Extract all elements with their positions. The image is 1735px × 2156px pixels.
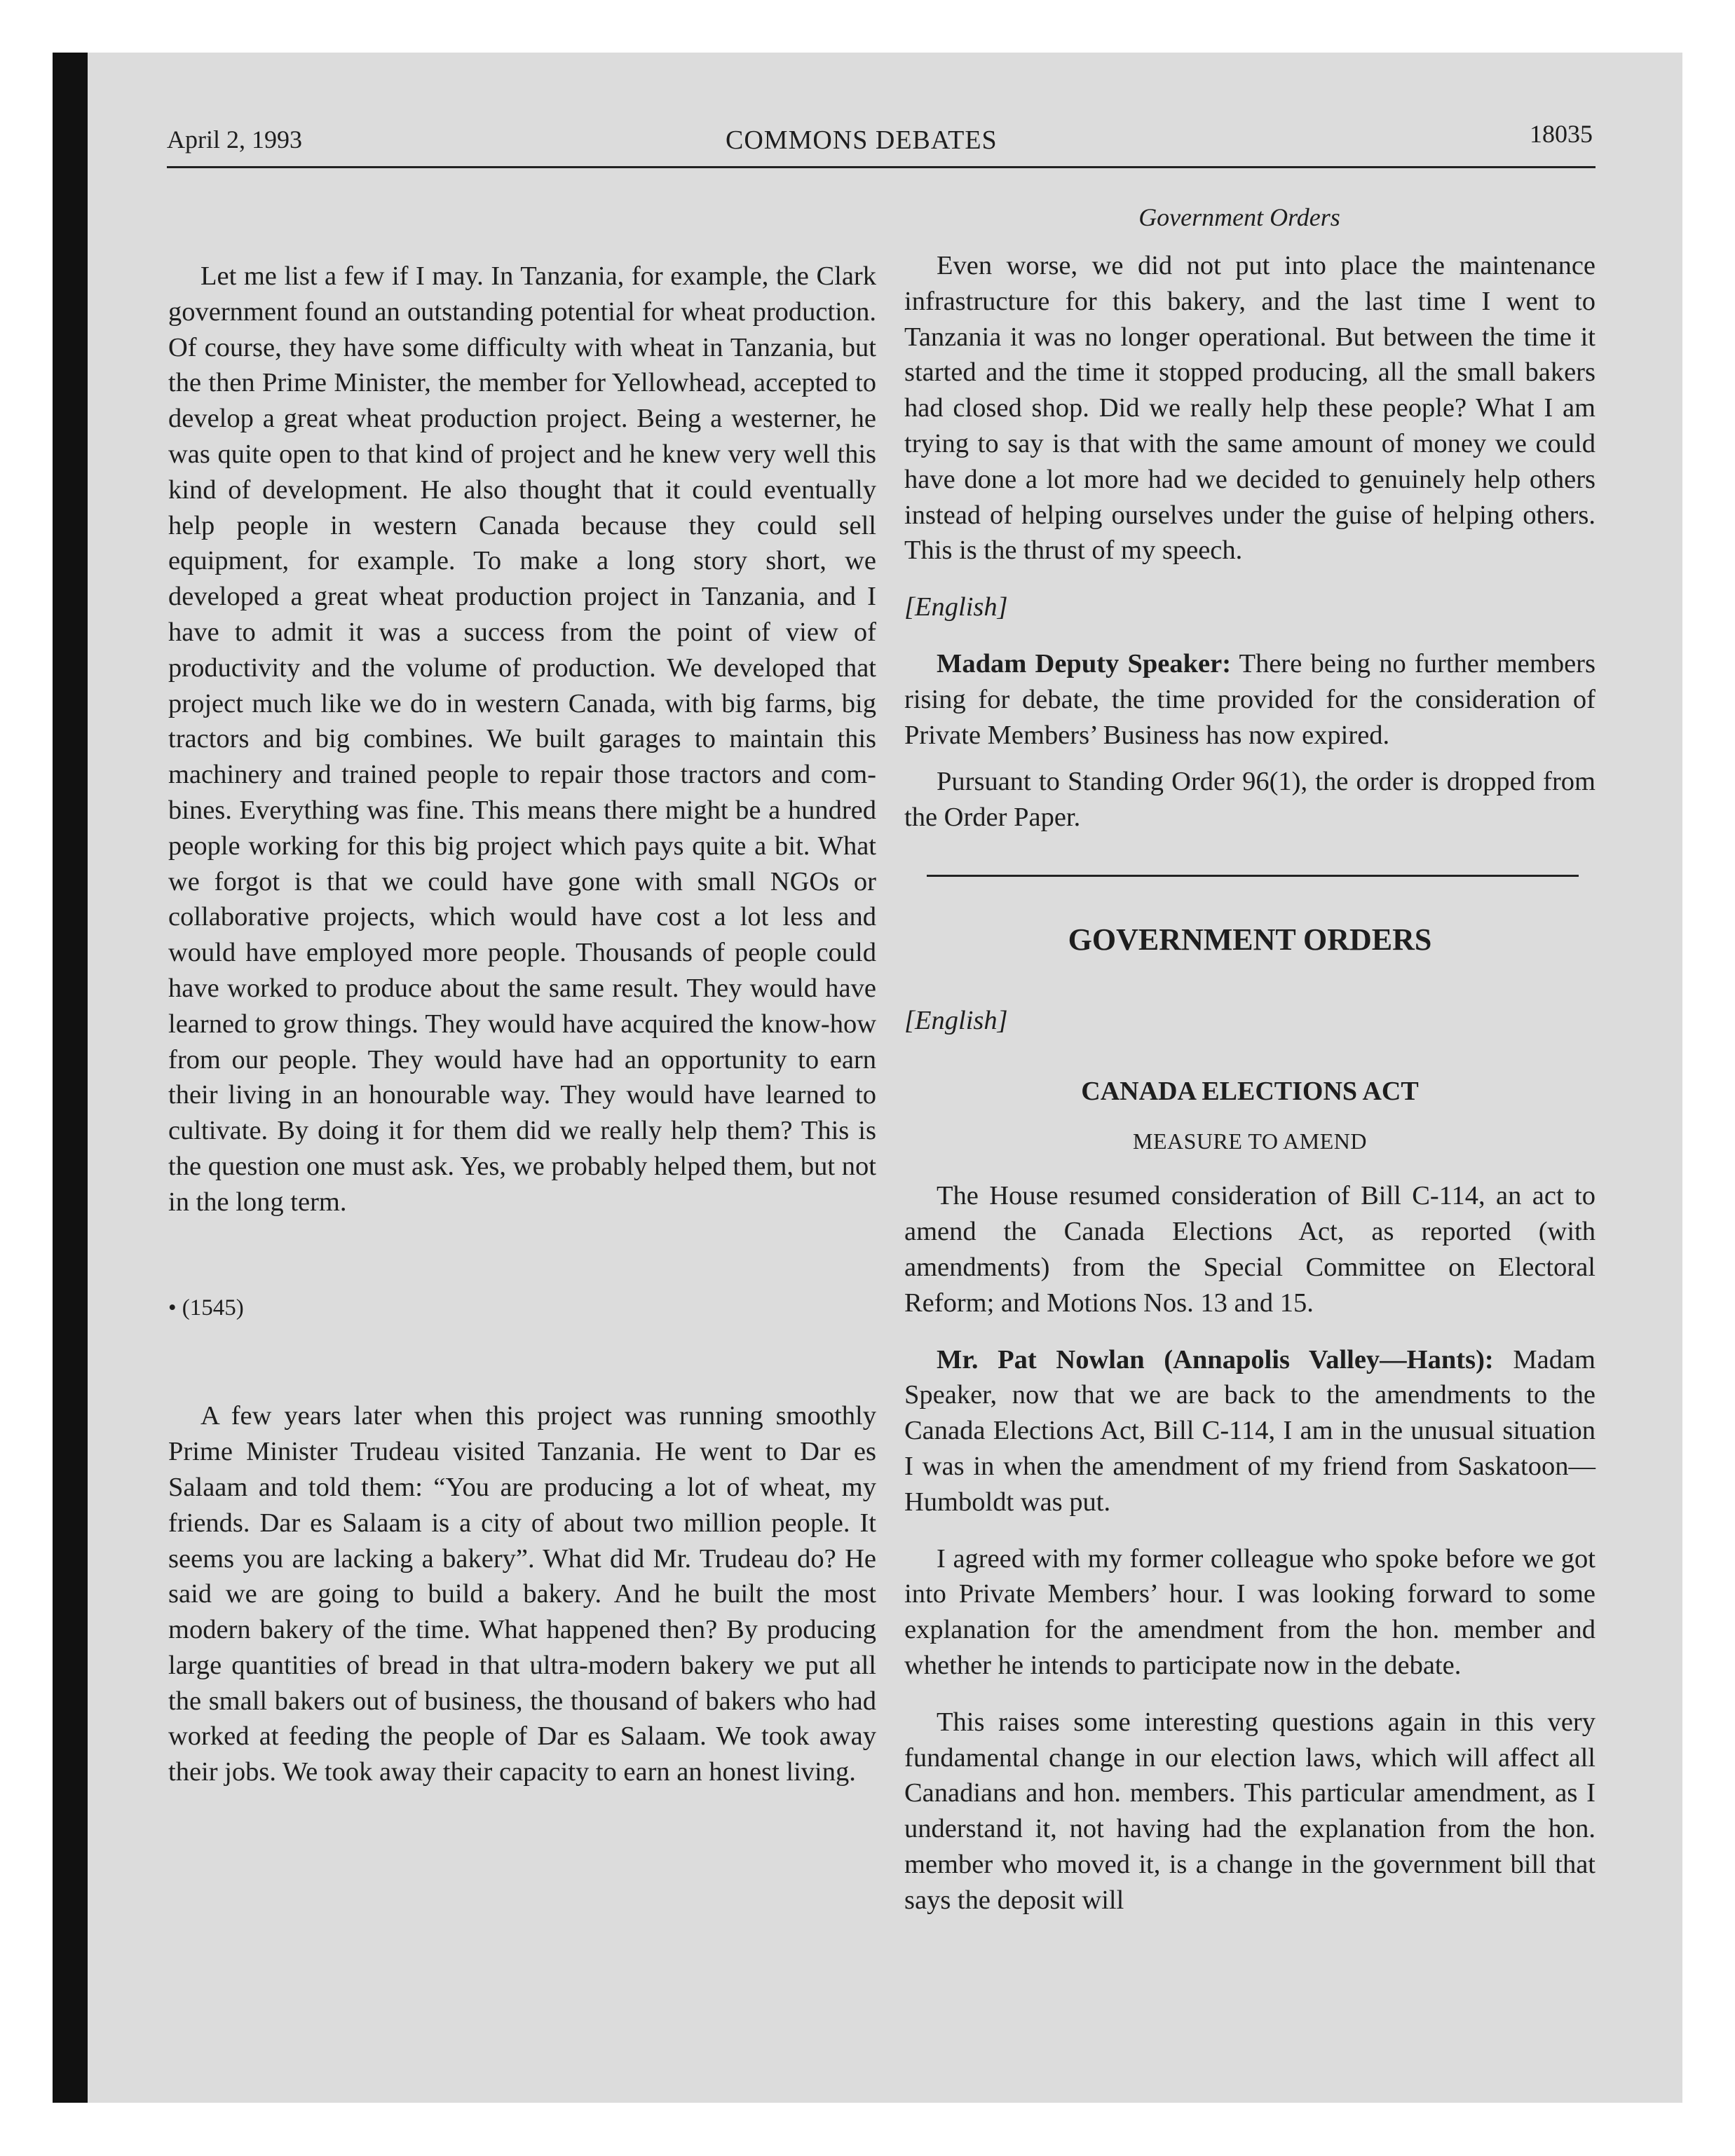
right-column <box>904 248 1595 1918</box>
paragraph: A few years later when this project was running smoothly Prime Minister Trudeau visited Tanzania. He went to Dar es Salaam and told them: “You are producing a lot of wheat, my friends. Dar es Salaam is a city of about two million people. It seems you are lacking a bakery”. What did Mr. Trudeau do? He said we are going to build a bakery. And he built the most modern bakery of the time. What happened then? By producing large quantities of bread in that ultra-modern bakery we put all the small bakers out of business, the thousand of bakers who had worked at feeding the people of Dar es Salaam. We took away their jobs. We took away their capacity to earn an honest living. <box>168 1401 876 1787</box>
header-date: April 2, 1993 <box>167 125 302 153</box>
speech-paragraph <box>904 646 1595 753</box>
paragraph: Let me list a few if I may. In Tanzania, for example, the Clark government found an outstanding potential for wheat production. Of course, they have some difficulty with wheat in Tanzania, but the then Prime Minister, the member for Yellowhead, accepted to develop a great wheat production project. Being a westerner, he was quite open to that kind of project and he knew very well this kind of development. He also thought that it could eventually help people in western Canada because they could sell equipment, for example. To make a long story short, we developed a great wheat production project in Tanzania, and I have to admit it was a success from the point of view of productivity and the volume of production. We developed that project much like we do in western Canada, with big farms, big tractors and big combines. We built garages to maintain this machinery and trained people to repair those tractors and combines. Everything was fine. This means there might be a hundred people working for this big project which pays quite a bit. What we forgot is that we could have gone with small NGOs or collaborative projects, which would have cost a lot less and would have employed more people. Thousands of people could have worked to produce about the same result. They would have learned to grow things. They would have acquired the know-how from our people. They would have had an opportunity to earn their living in an honourable way. They would have learned to cultivate. By doing it for them did we really help them? This is the question one must ask. Yes, we probably helped them, but not in the long term. <box>168 261 876 1217</box>
act-title: CANADA ELECTIONS ACT <box>1081 1076 1419 1106</box>
speech-text: There being no further members rising for debate, the time provided for the consideration of Private Members’ Business has now expired. <box>904 648 1595 750</box>
page-number: 18035 <box>1530 120 1593 148</box>
speaker-name: Mr. Pat Nowlan (Annapolis Valley—Hants): <box>937 1344 1494 1374</box>
section-divider <box>927 875 1579 877</box>
speaker-name: Madam Deputy Speaker: <box>937 648 1232 678</box>
act-subtitle: MEASURE TO AMEND <box>1133 1128 1367 1154</box>
running-head: Government Orders <box>1138 203 1340 231</box>
section-title: GOVERNMENT ORDERS <box>1068 922 1432 957</box>
language-marker: [English] <box>904 1005 1008 1035</box>
header-rule <box>167 166 1595 168</box>
paragraph: Pursuant to Standing Order 96(1), the order is dropped from the Order Paper. <box>904 767 1595 833</box>
header-title: COMMONS DEBATES <box>726 125 998 155</box>
speech-text: Madam Speaker, now that we are back to the amendments to the Canada Elections Act, Bill C-114, I am in the unusual situation I was in when the amendment of my friend from Saskatoon—Humboldt was put. <box>904 1344 1595 1517</box>
language-marker: [English] <box>904 592 1008 622</box>
paragraph: This raises some interesting questions again in this very fundamental change in our election laws, which will affect all Canadians and hon. members. This particular amendment, as I understand it, not having had the explanation from the hon. member who moved it, is a change in the government bill that says the deposit will <box>904 1707 1595 1915</box>
left-column <box>168 259 876 1790</box>
paragraph: Even worse, we did not put into place the maintenance infrastructure for this bakery, and the last time I went to Tanzania it was no longer operational. But between the time it started and the time it stopped producing, all the small bakers had closed shop. Did we really help these people? What I am trying to say is that with the same amount of money we could have done a lot more had we decided to genuinely help others instead of helping ourselves under the guise of helping others. This is the thrust of my speech. <box>904 251 1595 566</box>
speech-paragraph <box>904 1342 1595 1520</box>
paragraph: I agreed with my former colleague who spoke before we got into Private Members’ hour. I was looking forward to some explanation for the amendment from the hon. member and whether he intends to participate now in the debate. <box>904 1543 1595 1680</box>
paragraph: The House resumed consideration of Bill C-114, an act to amend the Canada Elections Act, as reported (with amendments) from the Special Committee on Electoral Reform; and Motions Nos. 13 and 15. <box>904 1181 1595 1318</box>
timestamp: • (1545) <box>168 1295 244 1321</box>
scan-edge-shadow <box>53 53 88 2103</box>
